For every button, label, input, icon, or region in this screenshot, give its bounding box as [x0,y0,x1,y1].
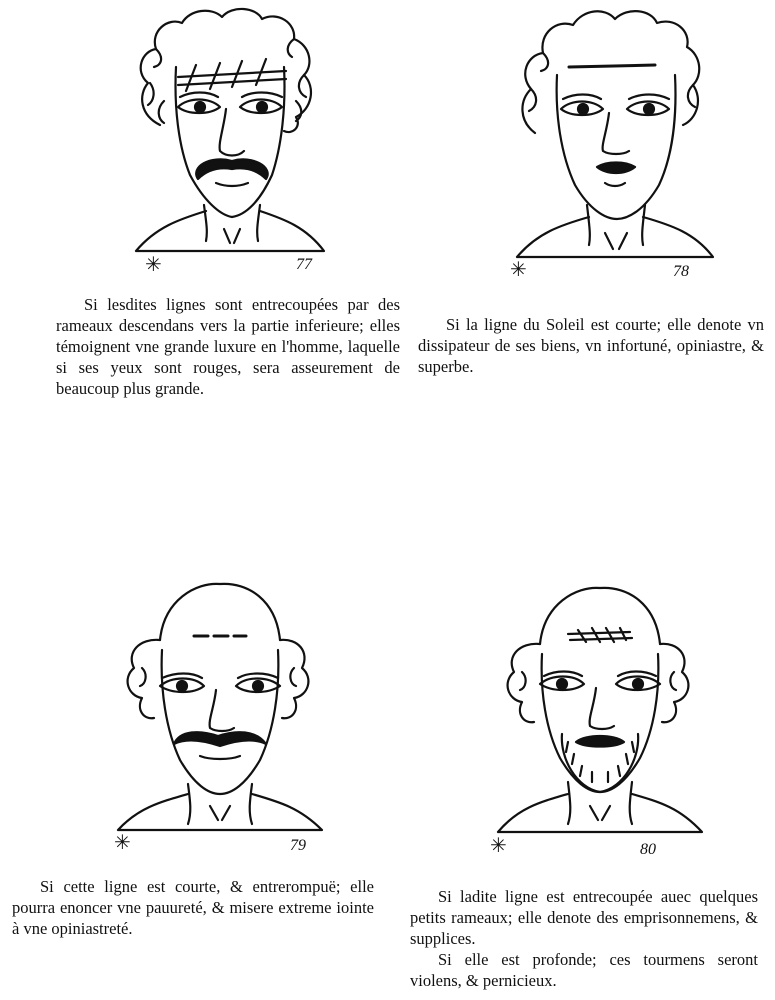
portrait-78-illustration [505,5,725,260]
figure-78-caption-text: Si la ligne du Soleil est courte; elle denote vn dissipateur de ses biens, vn infortuné, opiniastre, & superbe. [418,315,764,376]
figure-78 [390,0,775,480]
figure-80 [390,480,775,1000]
portrait-77-illustration [120,5,340,260]
figure-79-star-mark: ✳ [114,832,131,854]
figure-80-number: 80 [640,841,656,858]
figure-78-number: 78 [673,263,689,280]
figure-80-caption-text-2: Si elle est profonde; ces tourmens seront violens, & pernicieux. [410,950,758,990]
figure-79-caption-text: Si cette ligne est courte, & entrerompuë; elle pourra enoncer vne pauureté, & misere extreme iointe à vne opiniastreté. [12,877,374,938]
figure-78-star-mark: ✳ [510,259,527,281]
figure-80-caption-text: Si ladite ligne est entrecoupée auec quelques petits rameaux; elle denote des emprisonnemens, & supplices. [410,887,758,948]
figure-79-caption [12,876,374,939]
portrait-79-illustration [100,580,330,835]
figure-77 [0,0,400,480]
figure-80-star-mark: ✳ [490,835,507,857]
figure-79-number: 79 [290,837,306,854]
figure-80-caption [410,886,758,991]
figure-77-star-mark: ✳ [145,254,162,276]
figure-77-caption [56,294,400,399]
portrait-80-illustration [482,582,712,837]
figure-77-caption-text: Si lesdites lignes sont entrecoupées par des rameaux descendans vers la partie inferieure; elles témoignent vne grande luxure en l'homme, laquelle si ses yeux sont rouges, sera asseurement de beaucoup plus grande. [56,295,400,398]
figure-77-number: 77 [296,256,312,273]
figure-78-caption [418,314,764,377]
figure-79 [0,480,390,1000]
